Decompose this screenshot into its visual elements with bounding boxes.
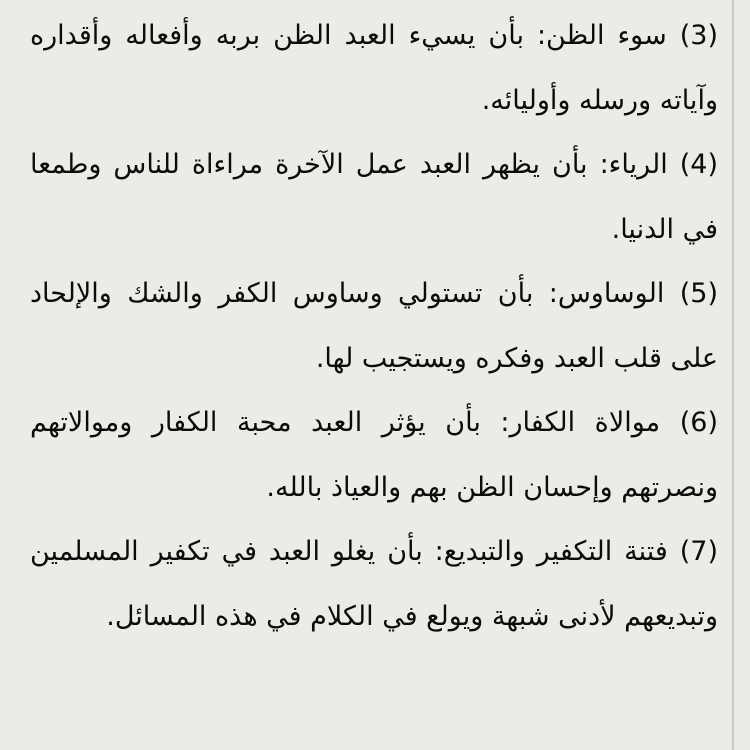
item-text: فتنة التكفير والتبديع: بأن يغلو العبد في تكفير المسلمين وتبديعهم لأدنى شبهة ويولع في الكلام في هذه المسائل.	[30, 536, 718, 632]
list-item-4	[30, 133, 718, 262]
list-item-6	[30, 391, 718, 520]
item-number: (7)	[679, 536, 718, 567]
item-text: موالاة الكفار: بأن يؤثر العبد محبة الكفار وموالاتهم ونصرتهم وإحسان الظن بهم والعياذ بالله.	[30, 407, 718, 503]
item-number: (5)	[679, 278, 718, 309]
item-number: (6)	[679, 407, 718, 438]
text-column	[30, 4, 718, 649]
page-edge-divider	[732, 0, 734, 750]
list-item-7	[30, 520, 718, 649]
item-text: سوء الظن: بأن يسيء العبد الظن بربه وأفعاله وأقداره وآياته ورسله وأوليائه.	[30, 20, 718, 116]
item-text: الرياء: بأن يظهر العبد عمل الآخرة مراءاة للناس وطمعا في الدنيا.	[30, 149, 718, 245]
list-item-5	[30, 262, 718, 391]
item-number: (3)	[679, 20, 718, 51]
list-item-3	[30, 4, 718, 133]
item-number: (4)	[679, 149, 718, 180]
item-text: الوساوس: بأن تستولي وساوس الكفر والشك والإلحاد على قلب العبد وفكره ويستجيب لها.	[30, 278, 718, 374]
